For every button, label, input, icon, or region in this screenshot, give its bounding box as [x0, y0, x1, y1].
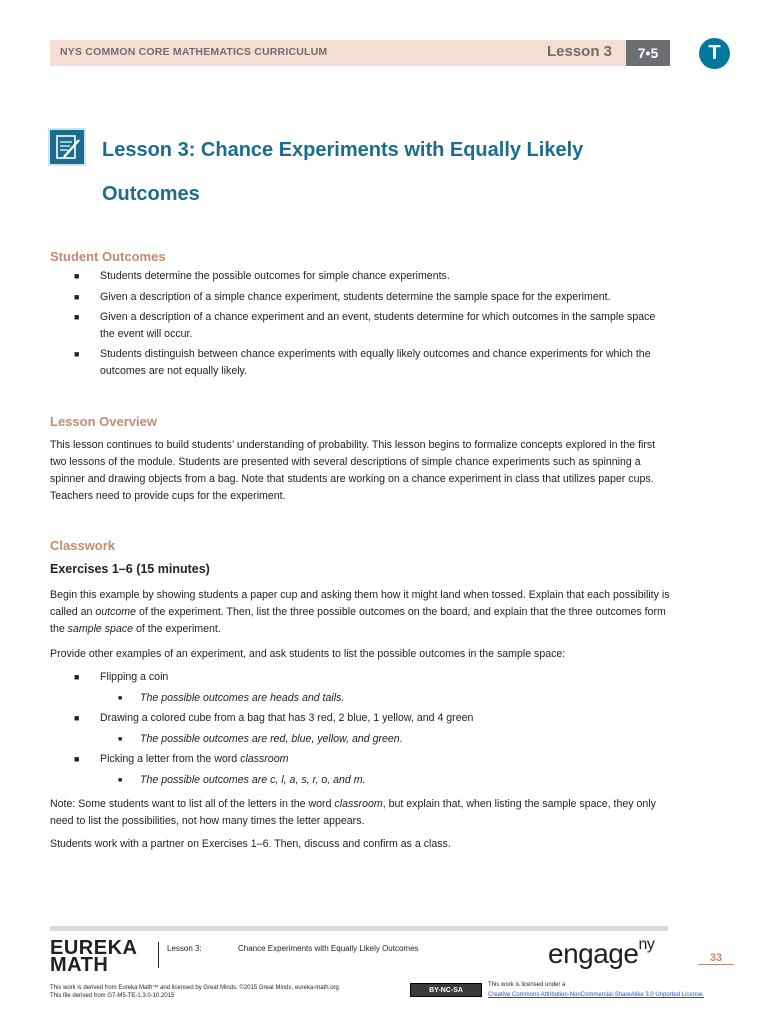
outcome-item: Given a description of a chance experiment and an event, students determine for which outcomes in the sample space the event will occur.	[100, 311, 656, 340]
term-classroom: classroom	[240, 753, 289, 765]
lesson-overview-text: This lesson continues to build students’ understanding of probability. This lesson begins to formalize concepts explored in the first two lessons of the module. Students are presented with several descriptions of simple chance experiments such as spinning a spinner and drawing objects from a bag. Note that students are working on a chance experiment in class that utilizes paper cups. Teachers need to provide cups for the experiment.	[50, 439, 656, 502]
bullet: ■	[74, 312, 80, 322]
lesson-overview-heading: Lesson Overview	[50, 414, 157, 429]
outcome-item: Given a description of a simple chance experiment, students determine the sample space for the experiment.	[100, 291, 611, 303]
footer-rule	[50, 926, 668, 931]
page-number: 33	[698, 952, 734, 965]
sub-bullet: ■	[118, 695, 123, 702]
license-text: This work is licensed under a	[488, 982, 566, 988]
example-item: Flipping a coin	[100, 671, 169, 683]
lesson-title	[102, 128, 662, 216]
outcome-item: Students distinguish between chance experiments with equally likely outcomes and chance experiments for which the outcomes are not equally likely.	[100, 348, 651, 377]
classwork-intro	[50, 587, 670, 638]
provide-examples-text: Provide other examples of an experiment, and ask students to list the possible outcomes in the sample space:	[50, 648, 566, 660]
outcome-item: Students determine the possible outcomes for simple chance experiments.	[100, 270, 450, 282]
example-text: Picking a letter from the word	[100, 753, 241, 765]
bullet: ■	[74, 271, 80, 281]
intro-text: of the experiment.	[133, 623, 221, 635]
term-outcome: outcome	[95, 606, 136, 618]
lesson-title-line1: Lesson 3: Chance Experiments with Equally Likely	[102, 139, 584, 161]
grade-module-badge: 7•5	[626, 40, 670, 66]
note-part: , but explain that, when listing the sample space, they only need to list the possibilities, not how many times the letter appears.	[50, 798, 656, 827]
credit-line-2: This file derived from G7-M5-TE-1.3.0-10.2015	[50, 993, 175, 999]
example-answer: The possible outcomes are heads and tails.	[140, 692, 345, 704]
bullet: ■	[74, 349, 80, 359]
bullet: ■	[74, 672, 80, 682]
ny-text: ny	[638, 935, 655, 953]
intro-text: of the experiment. Then, list the three possible outcomes on the board, and explain that the three outcomes form the	[50, 606, 666, 635]
header-bar	[50, 40, 670, 66]
sub-bullet: ■	[118, 736, 123, 743]
logo-line2: MATH	[50, 954, 109, 976]
example-item	[100, 751, 670, 768]
term-sample-space: sample space	[67, 623, 134, 635]
bullet: ■	[74, 292, 80, 302]
example-answer: The possible outcomes are red, blue, yellow, and green.	[140, 733, 403, 745]
footer-lesson-label: Lesson 3:	[167, 944, 202, 953]
engage-text: engage	[548, 938, 639, 969]
footer-separator	[158, 942, 159, 968]
exercise-title: Exercises 1–6 (15 minutes)	[50, 562, 210, 576]
cc-license-badge: BY-NC-SA	[410, 983, 482, 997]
partner-text: Students work with a partner on Exercises 1–6. Then, discuss and confirm as a class.	[50, 838, 451, 850]
credit-line-1: This work is derived from Eureka Math™ and licensed by Great Minds. ©2015 Great Minds. eureka-math.org	[50, 985, 339, 991]
bullet: ■	[74, 713, 80, 723]
intro-text: Begin this example by showing students a paper cup and asking them how it might land when tossed. Explain that each possibility is called an	[50, 589, 670, 618]
bullet: ■	[74, 754, 80, 764]
term-classroom: classroom	[334, 798, 383, 810]
sub-bullet: ■	[118, 777, 123, 784]
eureka-math-logo	[50, 937, 138, 976]
logo-line1: EUREKA	[50, 937, 138, 959]
license-link[interactable]: Creative Commons Attribution-NonCommercial-ShareAlike 3.0 Unported License.	[488, 992, 705, 998]
curriculum-label: NYS COMMON CORE MATHEMATICS CURRICULUM	[60, 46, 328, 58]
notepad-pencil-icon	[48, 128, 86, 166]
example-item: Drawing a colored cube from a bag that has 3 red, 2 blue, 1 yellow, and 4 green	[100, 712, 474, 724]
engageny-logo	[548, 935, 655, 970]
teacher-badge: T	[699, 38, 730, 69]
footer-lesson-name: Chance Experiments with Equally Likely Outcomes	[238, 944, 419, 953]
note-text	[50, 796, 670, 830]
classwork-heading: Classwork	[50, 538, 116, 553]
student-outcomes-heading: Student Outcomes	[50, 249, 166, 264]
note-part: Note: Some students want to list all of the letters in the word	[50, 798, 335, 810]
example-answer: The possible outcomes are c, l, a, s, r, o, and m.	[140, 774, 366, 786]
header-lesson: Lesson 3	[546, 43, 612, 60]
lesson-title-line2: Outcomes	[102, 183, 200, 205]
